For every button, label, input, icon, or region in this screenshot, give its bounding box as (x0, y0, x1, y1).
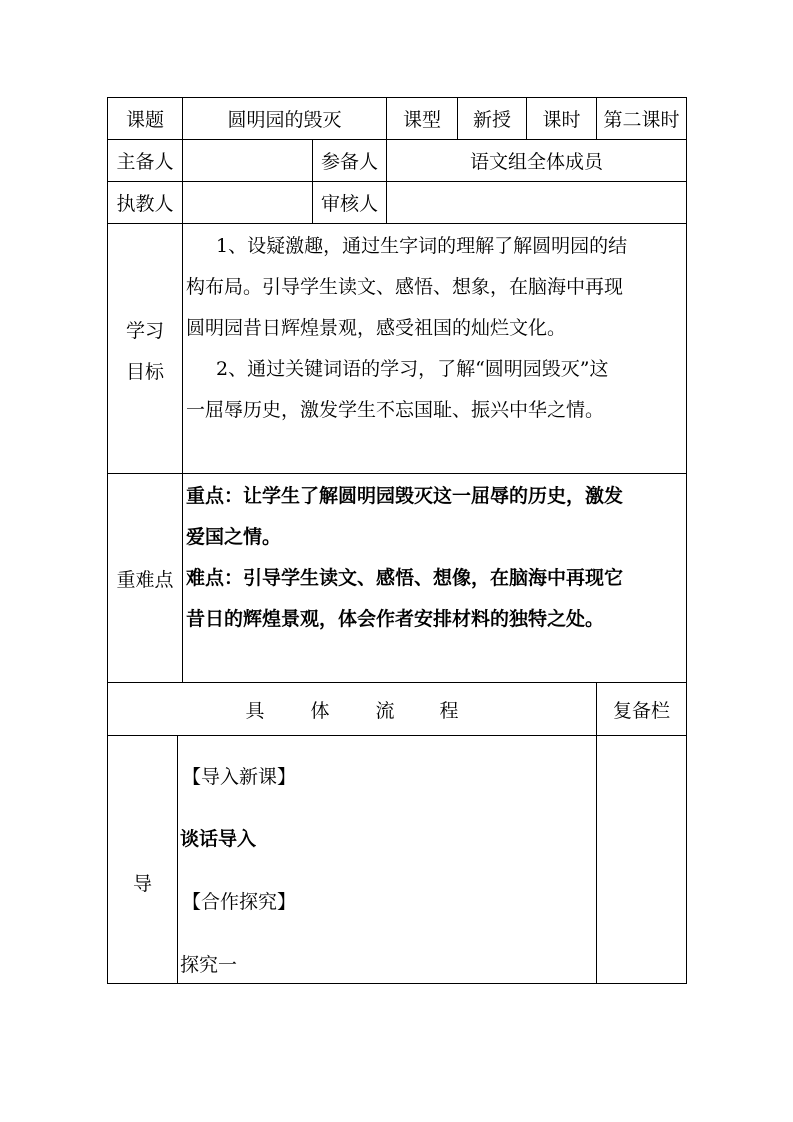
difficult-point-line-1: 难点：引导学生读文、感悟、想像，在脑海中再现它 (186, 567, 624, 589)
period-label: 课时 (542, 109, 581, 131)
key-point-line-1: 重点：让学生了解圆明园毁灭这一屈辱的历史，激发 (186, 485, 624, 507)
reviewer-value (387, 182, 686, 223)
goals-line-4: 2、通过关键词语的学习，了解“圆明园毁灭”这 (216, 358, 609, 380)
topic-label: 课题 (125, 109, 164, 131)
section-intro-heading: 【导入新课】 (182, 766, 297, 788)
goals-line-2: 构布局。引导学生读文、感悟、想象，在脑海中再现 (186, 276, 624, 298)
notes-column-header: 复备栏 (612, 699, 670, 722)
process-header-char-4: 程 (439, 699, 459, 722)
section-collab-heading: 【合作探究】 (182, 891, 297, 913)
explore-item-1: 探究一 (180, 954, 238, 976)
topic-value: 圆明园的毁灭 (227, 109, 342, 131)
goals-label-line2: 目标 (125, 360, 164, 383)
teacher-value (183, 182, 312, 223)
process-header-char-2: 体 (310, 699, 330, 722)
period-value: 第二课时 (603, 109, 680, 131)
notes-column-body (597, 736, 686, 983)
goals-line-1: 1、设疑激趣，通过生字词的理解了解圆明园的结 (216, 235, 628, 257)
difficult-point-line-2: 昔日的辉煌景观，体会作者安排材料的独特之处。 (186, 608, 605, 630)
type-value: 新授 (472, 109, 511, 131)
reviewer-label: 审核人 (320, 193, 378, 215)
process-header-char-3: 流 (375, 699, 395, 722)
goals-line-3: 圆明园昔日辉煌景观，感受祖国的灿烂文化。 (186, 317, 567, 339)
key-point-line-2: 爱国之情。 (186, 526, 282, 548)
stage-label: 导 (132, 872, 152, 895)
lead-preparer-label: 主备人 (116, 151, 174, 173)
process-header-char-1: 具 (245, 699, 265, 722)
goals-line-5: 一屈辱历史，激发学生不忘国耻、振兴中华之情。 (186, 399, 605, 421)
teacher-label: 执教人 (116, 193, 174, 215)
lead-preparer-value (183, 140, 312, 181)
co-preparer-label: 参备人 (320, 151, 378, 173)
key-points-label: 重难点 (116, 568, 174, 591)
intro-method: 谈话导入 (180, 828, 257, 850)
goals-label-line1: 学习 (125, 319, 164, 342)
type-label: 课型 (402, 109, 441, 131)
co-preparer-value: 语文组全体成员 (469, 151, 603, 173)
